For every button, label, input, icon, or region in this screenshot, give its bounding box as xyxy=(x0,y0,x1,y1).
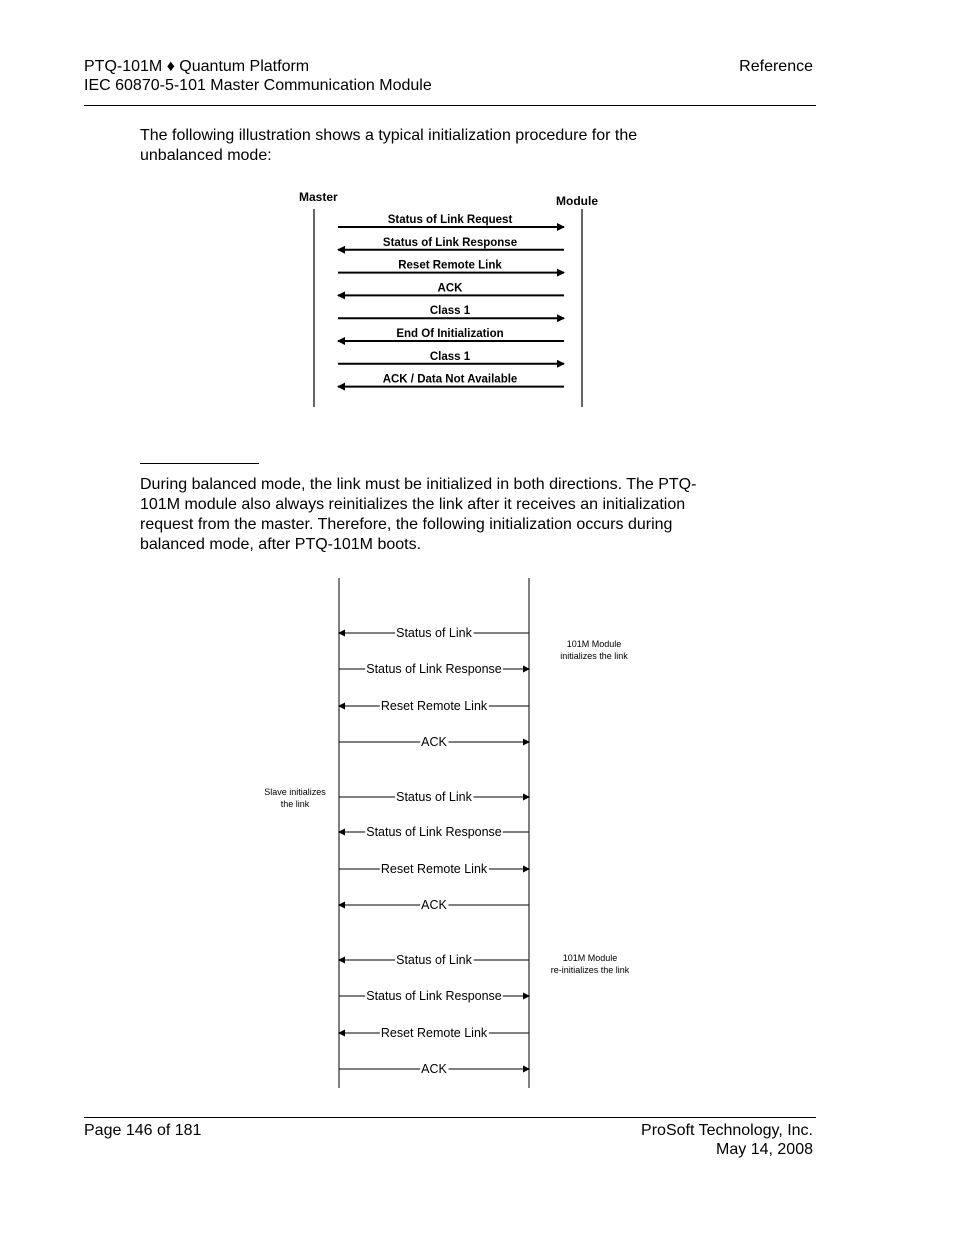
unbalanced-message-label: Class 1 xyxy=(429,305,471,318)
header-section: Reference xyxy=(739,58,813,75)
unbalanced-sequence-diagram xyxy=(290,185,610,415)
balanced-message-label: ACK xyxy=(421,898,447,912)
section-divider xyxy=(140,463,259,464)
balanced-message-label: Status of Link xyxy=(396,626,472,640)
balanced-message-label: Status of Link xyxy=(396,953,472,967)
balanced-message-label: Status of Link Response xyxy=(366,825,502,839)
unbalanced-message-label: End Of Initialization xyxy=(396,328,504,340)
balanced-message-label: Status of Link xyxy=(396,790,472,804)
module-label: Module xyxy=(556,194,598,208)
unbalanced-message-label: Reset Remote Link xyxy=(398,259,502,272)
unbalanced-message-label: ACK / Data Not Available xyxy=(382,373,518,386)
footer-company: ProSoft Technology, Inc. xyxy=(641,1122,813,1139)
unbalanced-message-label: ACK xyxy=(437,282,463,295)
unbalanced-message-label: Class 1 xyxy=(429,350,471,363)
balanced-message-label: ACK xyxy=(421,735,447,749)
footer-date: May 14, 2008 xyxy=(716,1141,813,1158)
balanced-message-label: ACK xyxy=(421,1062,447,1076)
master-label: Master xyxy=(299,190,338,204)
balanced-line: balanced mode, after PTQ-101M boots. xyxy=(140,536,422,553)
page-number: Page 146 of 181 xyxy=(84,1122,202,1139)
balanced-message-label: Reset Remote Link xyxy=(380,1026,488,1040)
note-slave-init-line2: the link xyxy=(280,799,310,809)
balanced-message-label: Status of Link Response xyxy=(366,662,502,676)
balanced-line: 101M module also always reinitializes the link after it receives an initialization xyxy=(140,496,686,513)
header-module-title: IEC 60870-5-101 Master Communication Module xyxy=(84,77,432,94)
balanced-message-label: Reset Remote Link xyxy=(380,699,488,713)
balanced-paragraph xyxy=(140,475,696,555)
balanced-message-label: Status of Link Response xyxy=(366,989,502,1003)
note-module-init-line1: 101M Module xyxy=(566,639,622,649)
note-slave-init-line1: Slave initializes xyxy=(264,787,326,797)
balanced-message-label: Reset Remote Link xyxy=(380,862,488,876)
note-module-reinit-line2: re-initializes the link xyxy=(550,965,630,975)
note-module-reinit-line1: 101M Module xyxy=(562,953,618,963)
intro-line: The following illustration shows a typical initialization procedure for the xyxy=(140,127,638,144)
footer-rule xyxy=(84,1117,816,1118)
header-rule xyxy=(84,105,816,106)
unbalanced-message-label: Status of Link Request xyxy=(387,214,513,226)
header-product-title: PTQ-101M ♦ Quantum Platform xyxy=(84,58,310,75)
balanced-sequence-diagram xyxy=(250,575,650,1095)
intro-paragraph xyxy=(140,126,637,166)
balanced-line: During balanced mode, the link must be initialized in both directions. The PTQ- xyxy=(140,476,697,493)
balanced-line: request from the master. Therefore, the following initialization occurs during xyxy=(140,516,673,533)
note-module-init-line2: initializes the link xyxy=(560,651,628,661)
unbalanced-message-label: Status of Link Response xyxy=(382,236,518,249)
intro-line: unbalanced mode: xyxy=(140,147,272,164)
